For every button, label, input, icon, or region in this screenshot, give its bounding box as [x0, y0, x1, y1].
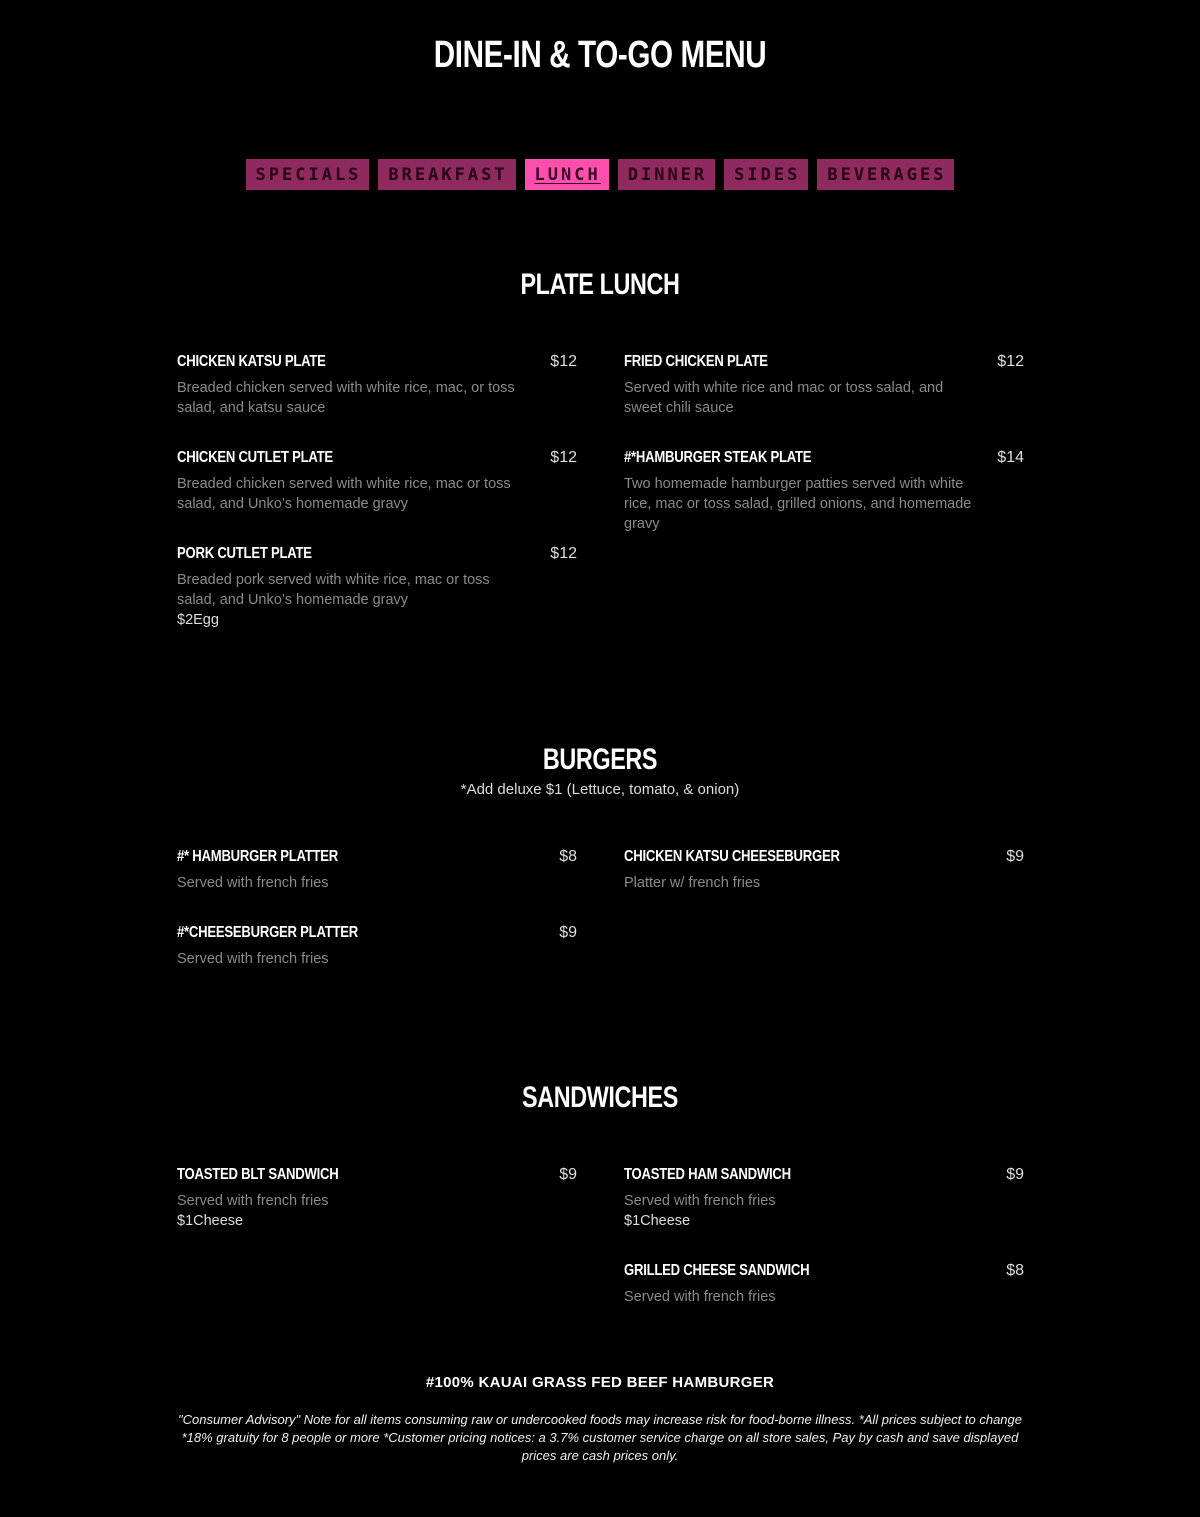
- menu-item: [624, 1262, 1024, 1307]
- item-description: Served with french fries: [177, 1193, 329, 1209]
- tab-dinner[interactable]: DINNER: [618, 159, 715, 190]
- page-title: DINE-IN & TO-GO MENU: [433, 34, 767, 76]
- item-price: $12: [997, 353, 1024, 370]
- item-description: Platter w/ french fries: [624, 875, 761, 891]
- tab-sides[interactable]: SIDES: [724, 159, 808, 190]
- tab-lunch[interactable]: LUNCH: [525, 159, 609, 190]
- tab-specials[interactable]: SPECIALS: [246, 159, 370, 190]
- item-name: #*HAMBURGER STEAK PLATE: [624, 449, 812, 466]
- item-description: Breaded chicken served with white rice, mac, or toss salad, and katsu sauce: [177, 380, 515, 416]
- item-price: $8: [1006, 1262, 1024, 1279]
- item-price: $9: [559, 1166, 577, 1183]
- sandwiches-right-column: [624, 1166, 1024, 1307]
- burgers-right-column: [624, 848, 1024, 893]
- item-description: Served with white rice and mac or toss salad, and sweet chili sauce: [624, 380, 944, 416]
- menu-item: [624, 449, 1024, 534]
- item-description: Served with french fries: [177, 951, 329, 967]
- menu-item: [624, 848, 1024, 893]
- section-title-burgers: BURGERS: [542, 743, 658, 776]
- tab-beverages[interactable]: BEVERAGES: [817, 159, 954, 190]
- item-price: $9: [559, 924, 577, 941]
- item-price: $9: [1006, 1166, 1024, 1183]
- item-description: Two homemade hamburger patties served with white rice, mac or toss salad, grilled onions, and homemade gravy: [624, 476, 972, 532]
- section-title-plate-lunch: PLATE LUNCH: [520, 268, 680, 301]
- burgers-left-column: [177, 848, 577, 969]
- item-name: FRIED CHICKEN PLATE: [624, 353, 768, 370]
- menu-item: [177, 353, 577, 418]
- menu-item: [624, 1166, 1024, 1231]
- item-price: $8: [559, 848, 577, 865]
- tab-breakfast[interactable]: BREAKFAST: [378, 159, 515, 190]
- item-description: Served with french fries: [624, 1289, 776, 1305]
- footer-title: #100% KAUAI GRASS FED BEEF HAMBURGER: [425, 1374, 775, 1391]
- item-description: Served with french fries: [177, 875, 329, 891]
- item-addon: $2Egg: [177, 612, 219, 628]
- item-name: PORK CUTLET PLATE: [177, 545, 312, 562]
- menu-item: [177, 848, 577, 893]
- item-name: TOASTED HAM SANDWICH: [624, 1166, 791, 1183]
- item-description: Breaded chicken served with white rice, mac or toss salad, and Unko’s homemade gravy: [177, 476, 511, 512]
- menu-item: [177, 1166, 577, 1231]
- item-name: CHICKEN KATSU PLATE: [177, 353, 326, 370]
- sandwiches-left-column: [177, 1166, 577, 1231]
- menu-item: [624, 353, 1024, 418]
- plate-lunch-left-column: [177, 353, 577, 630]
- item-addon: $1Cheese: [177, 1213, 244, 1229]
- plate-lunch-right-column: [624, 353, 1024, 534]
- item-name: #*CHEESEBURGER PLATTER: [177, 924, 358, 941]
- item-price: $9: [1006, 848, 1024, 865]
- item-name: TOASTED BLT SANDWICH: [177, 1166, 339, 1183]
- item-name: CHICKEN KATSU CHEESEBURGER: [624, 848, 840, 865]
- item-name: #* HAMBURGER PLATTER: [177, 848, 339, 865]
- menu-tabs: [0, 159, 1200, 190]
- item-price: $14: [997, 449, 1024, 466]
- menu-item: [177, 924, 577, 969]
- item-description: Breaded pork served with white rice, mac or toss salad, and Unko’s homemade gravy: [177, 572, 490, 608]
- item-description: Served with french fries: [624, 1193, 776, 1209]
- item-price: $12: [550, 449, 577, 466]
- menu-item: [177, 449, 577, 514]
- menu-item: [177, 545, 577, 630]
- section-title-sandwiches: SANDWICHES: [521, 1081, 678, 1114]
- item-addon: $1Cheese: [624, 1213, 691, 1229]
- item-name: CHICKEN CUTLET PLATE: [177, 449, 333, 466]
- item-price: $12: [550, 545, 577, 562]
- item-price: $12: [550, 353, 577, 370]
- item-name: GRILLED CHEESE SANDWICH: [624, 1262, 810, 1279]
- consumer-advisory-note: "Consumer Advisory" Note for all items consuming raw or undercooked foods may increase risk for food-borne illness. *All prices subject to change *18% gratuity for 8 people or more *Customer pricing notices: a 3.7% customer service charge on all store sales, Pay by cash and save displayed prices are cash prices only.: [177, 1412, 1023, 1463]
- section-note-burgers: *Add deluxe $1 (Lettuce, tomato, & onion): [460, 781, 740, 798]
